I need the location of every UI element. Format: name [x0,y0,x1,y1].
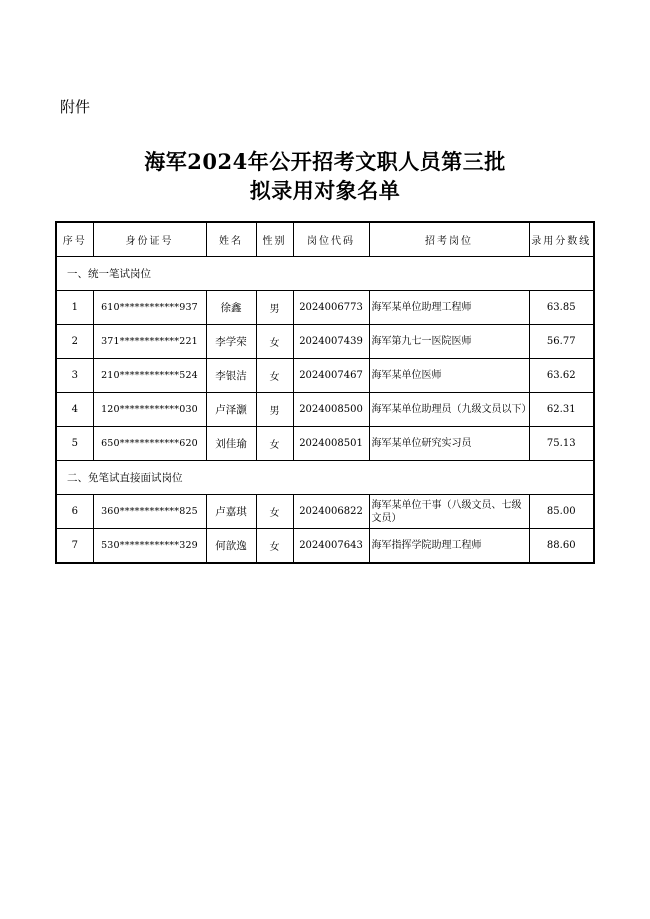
cell-post: 海军某单位研究实习员 [369,427,529,461]
cell-name: 何歆逸 [206,529,256,564]
table-row [56,529,594,564]
cell-gender: 女 [256,359,293,393]
table-row [56,427,594,461]
cell-gender: 男 [256,291,293,325]
header-post: 招考岗位 [369,222,529,257]
cell-name: 刘佳瑜 [206,427,256,461]
header-score: 录用分数线 [529,222,594,257]
cell-post: 海军某单位助理工程师 [369,291,529,325]
cell-id: 360************825 [93,495,206,529]
cell-post: 海军某单位医师 [369,359,529,393]
cell-code: 2024007439 [293,325,369,359]
table-row [56,495,594,529]
cell-code: 2024007643 [293,529,369,564]
cell-code: 2024007467 [293,359,369,393]
cell-post: 海军第九七一医院医师 [369,325,529,359]
cell-post: 海军指挥学院助理工程师 [369,529,529,564]
table-row [56,325,594,359]
cell-name: 卢嘉琪 [206,495,256,529]
header-seq: 序号 [56,222,93,257]
header-code: 岗位代码 [293,222,369,257]
cell-score: 88.60 [529,529,594,564]
section-label: 一、统一笔试岗位 [56,257,594,291]
cell-seq: 6 [56,495,93,529]
header-gender: 性别 [256,222,293,257]
cell-post: 海军某单位干事（八级文员、七级文员） [369,495,529,529]
table-row [56,359,594,393]
cell-score: 85.00 [529,495,594,529]
cell-gender: 女 [256,325,293,359]
document-subtitle: 拟录用对象名单 [249,178,401,203]
table-row [56,291,594,325]
cell-id: 371************221 [93,325,206,359]
table-header-row [56,222,594,257]
cell-score: 56.77 [529,325,594,359]
header-id: 身份证号 [93,222,206,257]
cell-id: 530************329 [93,529,206,564]
cell-gender: 女 [256,495,293,529]
cell-post: 海军某单位助理员（九级文员以下） [369,393,529,427]
cell-seq: 2 [56,325,93,359]
cell-score: 63.62 [529,359,594,393]
cell-name: 李银洁 [206,359,256,393]
cell-id: 210************524 [93,359,206,393]
cell-seq: 1 [56,291,93,325]
cell-gender: 女 [256,427,293,461]
cell-id: 120************030 [93,393,206,427]
cell-score: 62.31 [529,393,594,427]
cell-score: 63.85 [529,291,594,325]
cell-score: 75.13 [529,427,594,461]
cell-name: 卢泽灏 [206,393,256,427]
cell-code: 2024006822 [293,495,369,529]
admission-table [55,221,595,564]
table-row [56,393,594,427]
cell-id: 650************620 [93,427,206,461]
cell-seq: 3 [56,359,93,393]
cell-id: 610************937 [93,291,206,325]
section-label: 二、免笔试直接面试岗位 [56,461,594,495]
document-title: 海军2024年公开招考文职人员第三批 [144,149,506,174]
cell-code: 2024008501 [293,427,369,461]
cell-name: 李学荣 [206,325,256,359]
cell-gender: 女 [256,529,293,564]
attachment-label: 附件 [60,98,91,116]
section-row-interview-only [56,461,594,495]
cell-name: 徐鑫 [206,291,256,325]
cell-code: 2024008500 [293,393,369,427]
cell-gender: 男 [256,393,293,427]
cell-seq: 7 [56,529,93,564]
cell-seq: 4 [56,393,93,427]
section-row-written-exam [56,257,594,291]
header-name: 姓名 [206,222,256,257]
cell-seq: 5 [56,427,93,461]
cell-code: 2024006773 [293,291,369,325]
